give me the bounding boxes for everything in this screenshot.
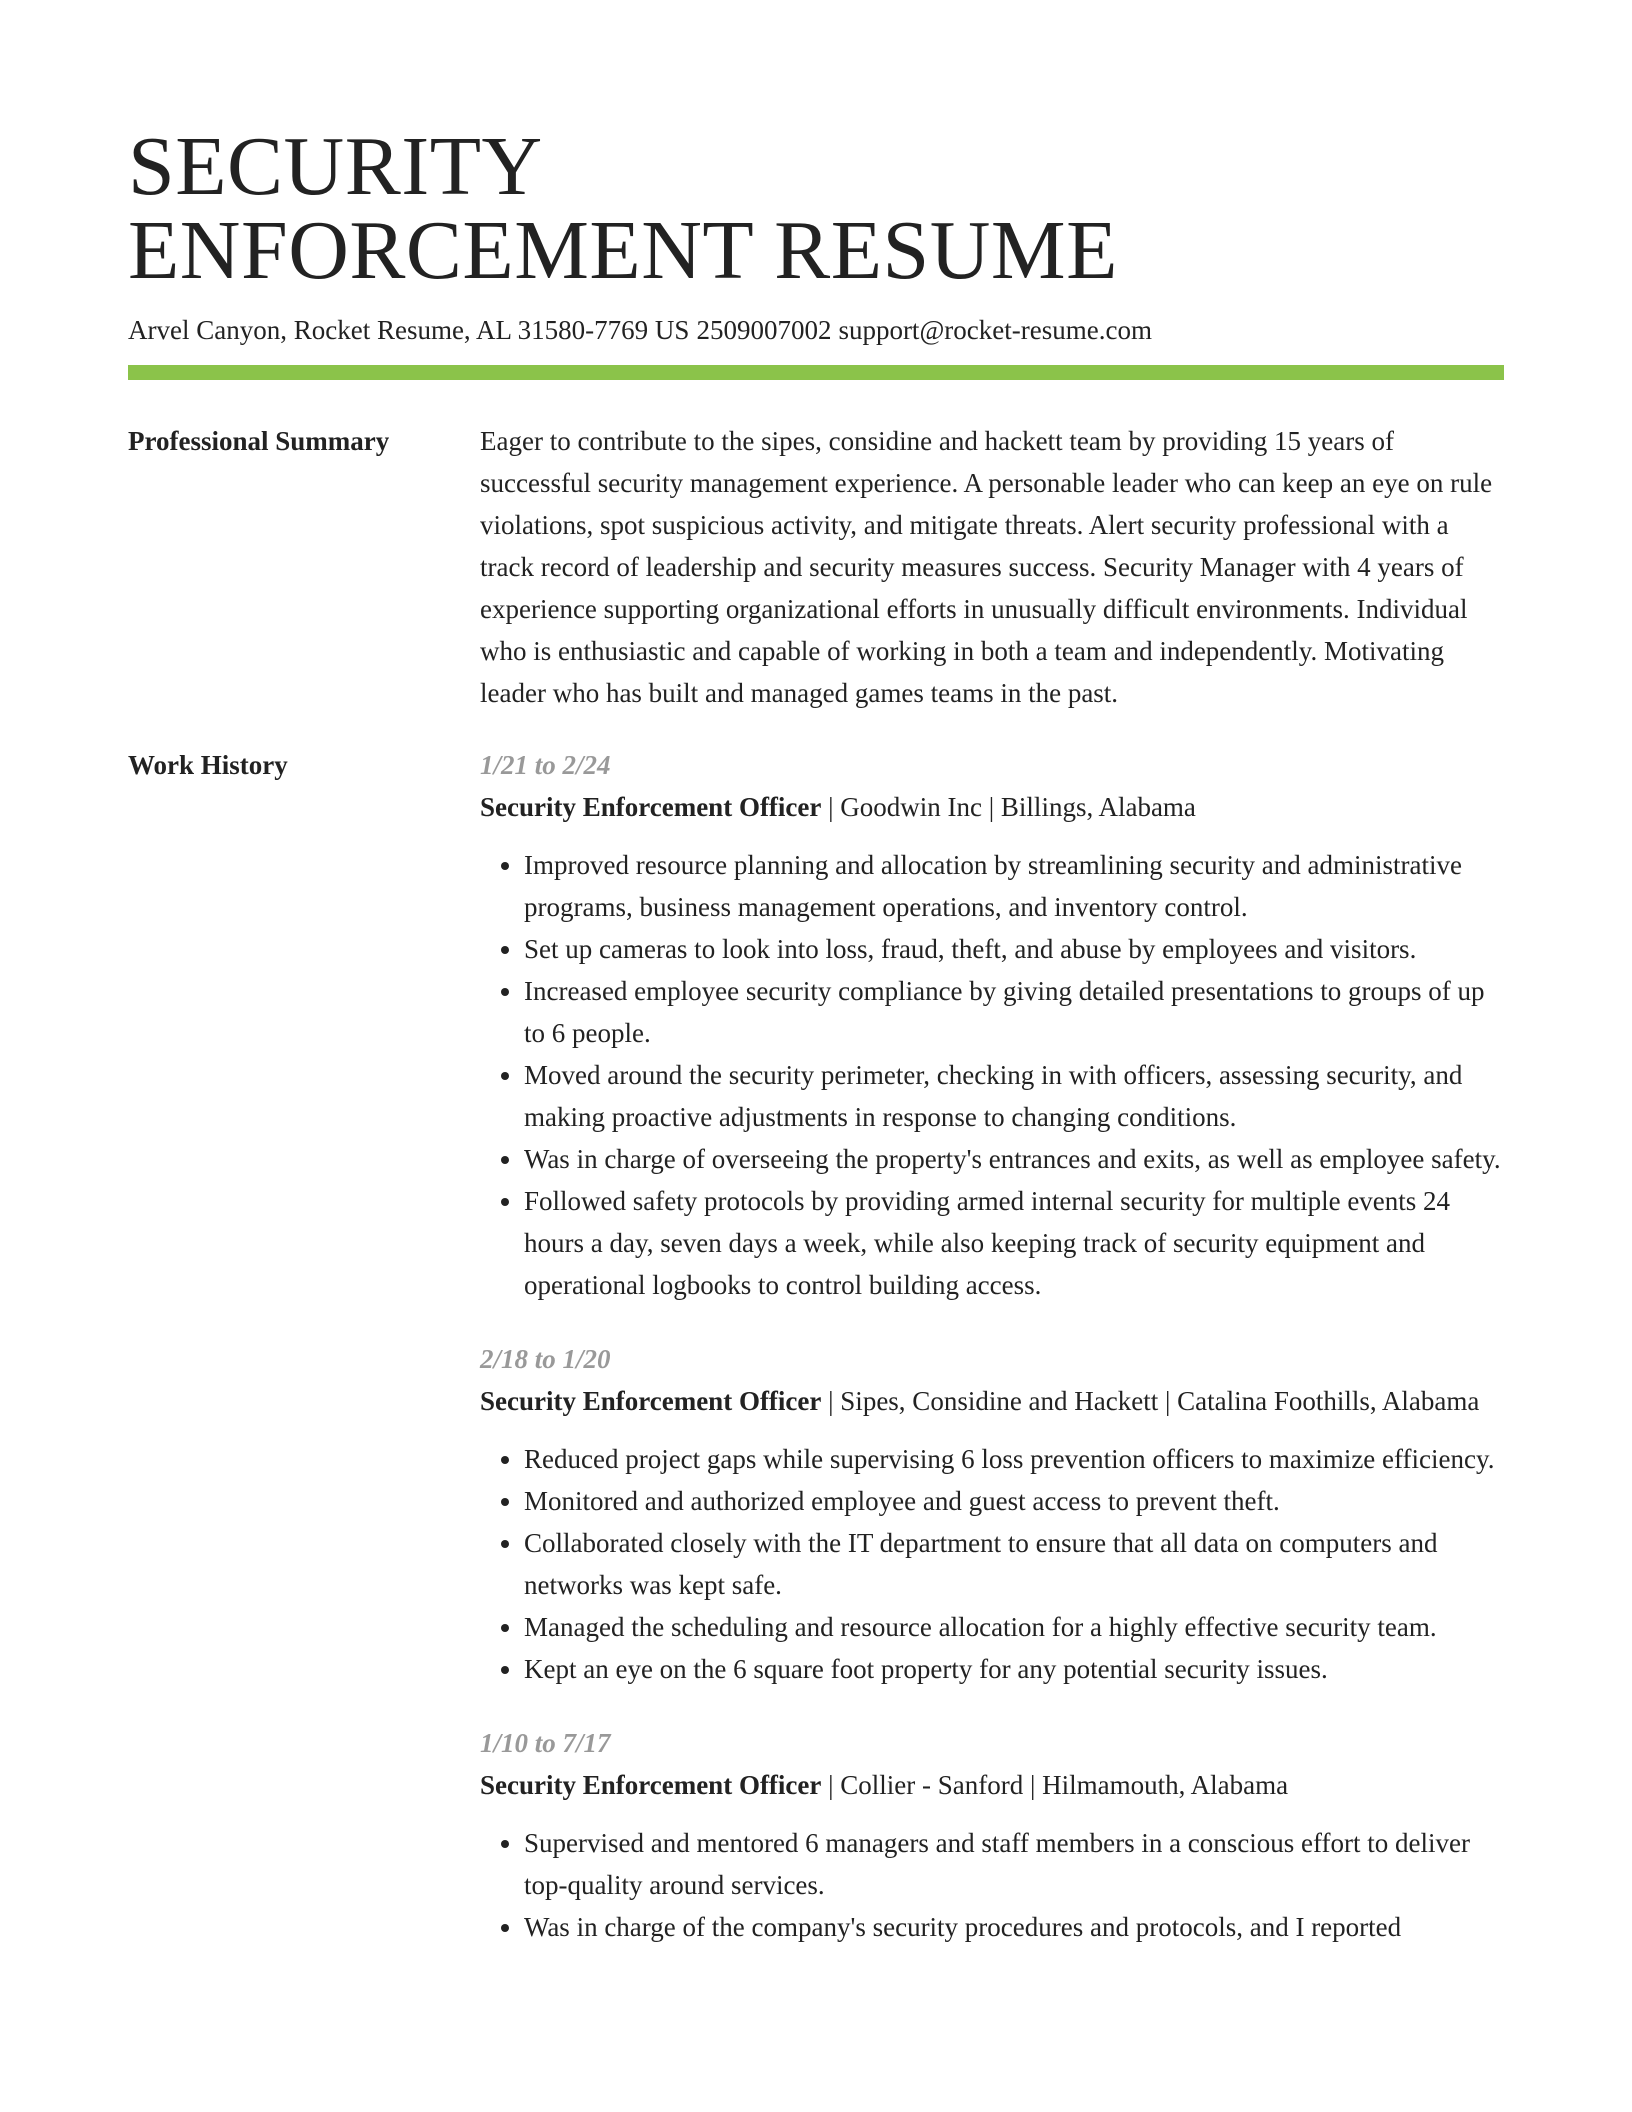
job-bullet: • Monitored and authorized employee and guest access to prevent theft. bbox=[524, 1480, 1504, 1522]
job-entry bbox=[480, 1722, 1504, 1948]
summary-section bbox=[128, 420, 1504, 714]
resume-page bbox=[128, 0, 1504, 1980]
resume-title bbox=[128, 0, 1504, 297]
work-history-list bbox=[480, 744, 1504, 1980]
job-bullets bbox=[480, 1822, 1504, 1948]
job-dates: 2/18 to 1/20 bbox=[480, 1344, 611, 1374]
job-heading bbox=[480, 1764, 1504, 1806]
job-bullets bbox=[480, 1438, 1504, 1690]
job-bullet: • Collaborated closely with the IT department to ensure that all data on computers and networks was kept safe. bbox=[524, 1522, 1504, 1606]
job-company-location: | Collier - Sanford | Hilmamouth, Alabama bbox=[821, 1770, 1289, 1800]
header-accent-rule bbox=[128, 365, 1504, 380]
job-entry bbox=[480, 744, 1504, 1306]
resume-title-line-2: ENFORCEMENT RESUME bbox=[128, 204, 1118, 297]
job-dates: 1/21 to 2/24 bbox=[480, 750, 611, 780]
job-title: Security Enforcement Officer bbox=[480, 792, 822, 822]
job-company-location: | Goodwin Inc | Billings, Alabama bbox=[821, 792, 1196, 822]
job-bullet: • Was in charge of the company's security procedures and protocols, and I reported bbox=[524, 1906, 1504, 1948]
job-bullet: • Moved around the security perimeter, checking in with officers, assessing security, and making proactive adjustments in response to changing conditions. bbox=[524, 1054, 1504, 1138]
work-history-section bbox=[128, 744, 1504, 1980]
job-bullets bbox=[480, 844, 1504, 1306]
job-bullet: • Increased employee security compliance by giving detailed presentations to groups of up to 6 people. bbox=[524, 970, 1504, 1054]
job-bullet: • Reduced project gaps while supervising 6 loss prevention officers to maximize efficiency. bbox=[524, 1438, 1504, 1480]
summary-label: Professional Summary bbox=[128, 426, 390, 456]
job-heading bbox=[480, 786, 1504, 828]
job-entry bbox=[480, 1338, 1504, 1690]
job-bullet: • Supervised and mentored 6 managers and staff members in a conscious effort to deliver top-quality around services. bbox=[524, 1822, 1504, 1906]
job-bullet: • Followed safety protocols by providing armed internal security for multiple events 24 hours a day, seven days a week, while also keeping track of security equipment and operational logbooks to control building access. bbox=[524, 1180, 1504, 1306]
contact-address: Arvel Canyon, Rocket Resume, AL 31580-7769 US bbox=[128, 315, 690, 345]
job-company-location: | Sipes, Considine and Hackett | Catalina Foothills, Alabama bbox=[821, 1386, 1480, 1416]
job-bullet: • Managed the scheduling and resource allocation for a highly effective security team. bbox=[524, 1606, 1504, 1648]
contact-line bbox=[128, 313, 1504, 347]
work-history-label: Work History bbox=[128, 750, 288, 780]
contact-email: support@rocket-resume.com bbox=[838, 315, 1152, 345]
summary-text: Eager to contribute to the sipes, considine and hackett team by providing 15 years of successful security management experience. A personable leader who can keep an eye on rule violations, spot suspicious activity, and mitigate threats. Alert security professional with a track record of leadership and security measures success. Security Manager with 4 years of experience supporting organizational efforts in unusually difficult environments. Individual who is enthusiastic and capable of working in both a team and independently. Motivating leader who has built and managed games teams in the past. bbox=[480, 426, 1493, 708]
resume-title-line-1: SECURITY bbox=[128, 120, 543, 213]
job-title: Security Enforcement Officer bbox=[480, 1770, 822, 1800]
contact-phone: 2509007002 bbox=[696, 315, 832, 345]
job-bullet: • Was in charge of overseeing the property's entrances and exits, as well as employee safety. bbox=[524, 1138, 1504, 1180]
job-dates: 1/10 to 7/17 bbox=[480, 1728, 611, 1758]
job-title: Security Enforcement Officer bbox=[480, 1386, 822, 1416]
job-bullet: • Kept an eye on the 6 square foot property for any potential security issues. bbox=[524, 1648, 1504, 1690]
job-bullet: • Set up cameras to look into loss, fraud, theft, and abuse by employees and visitors. bbox=[524, 928, 1504, 970]
job-heading bbox=[480, 1380, 1504, 1422]
job-bullet: • Improved resource planning and allocation by streamlining security and administrative programs, business management operations, and inventory control. bbox=[524, 844, 1504, 928]
